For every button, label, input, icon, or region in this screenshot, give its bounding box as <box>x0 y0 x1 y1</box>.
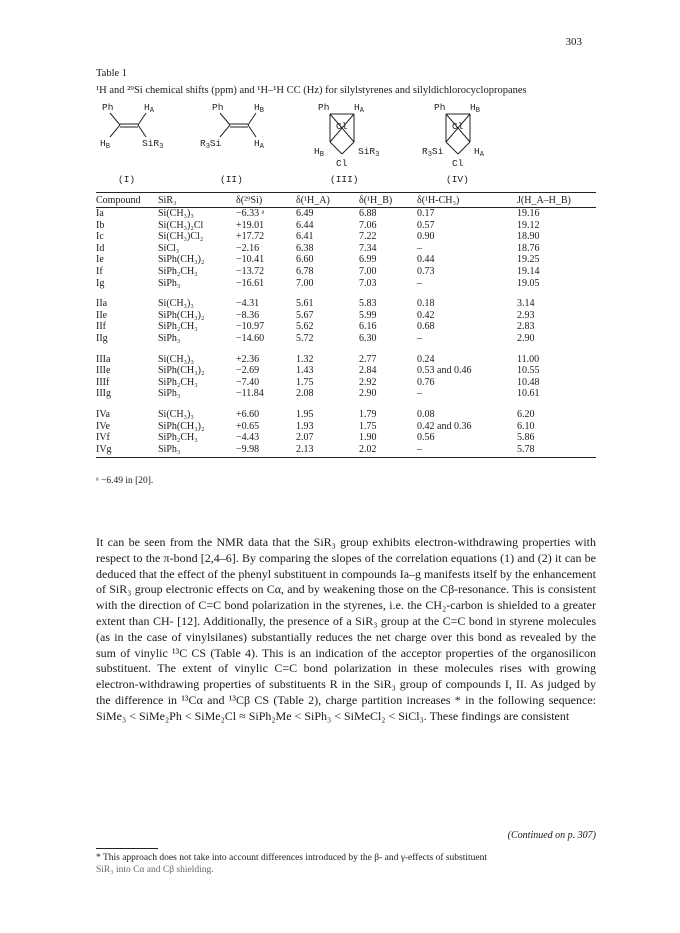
cell-ch3: 0.90 <box>417 231 435 243</box>
atom-ph: Ph <box>434 102 446 113</box>
atom-ha-sub: A <box>259 143 264 151</box>
cell-ch3: 0.57 <box>417 219 435 231</box>
atom-hb-sub: B <box>259 107 264 115</box>
atom-r-sub: 3 <box>205 143 210 151</box>
cell-coupling: 3.14 <box>517 298 535 310</box>
table-row <box>96 278 596 290</box>
atom-si: Si <box>431 146 444 157</box>
cell-hb: 2.92 <box>359 376 377 388</box>
table-title: Table 1 <box>96 68 128 79</box>
svg-text:HB <box>470 102 480 115</box>
table-row <box>96 345 596 366</box>
atom-hb-sub: B <box>319 151 324 159</box>
col-header-hb: δ(¹H_B) <box>359 193 417 208</box>
cell-si29: −7.40 <box>236 376 260 388</box>
cell-compound: IIIe <box>96 365 111 377</box>
cell-coupling: 19.14 <box>517 265 540 277</box>
svg-text:HB <box>100 138 110 151</box>
cell-si29: −11.84 <box>236 388 264 400</box>
cell-coupling: 2.90 <box>517 332 535 344</box>
cell-si29: −13.72 <box>236 265 265 277</box>
atom-r: R <box>422 146 428 157</box>
cell-hb: 5.83 <box>359 298 377 310</box>
cell-coupling: 19.25 <box>517 254 540 266</box>
atom-hb: H <box>254 102 260 113</box>
table-row <box>96 377 596 389</box>
atom-r-sub: 3 <box>427 151 432 159</box>
table-row <box>96 220 596 232</box>
cell-sir3: SiPh₂CH₃ <box>158 265 198 277</box>
atom-ha: H <box>254 138 260 149</box>
cell-ha: 6.49 <box>296 208 314 219</box>
cell-ha: 5.61 <box>296 298 314 310</box>
table-row <box>96 243 596 255</box>
atom-hb-sub: B <box>105 143 110 151</box>
cell-sir3: SiPh₃ <box>158 388 181 400</box>
page-number: 303 <box>565 36 582 48</box>
cell-sir3: SiPh(CH₃)₂ <box>158 365 205 377</box>
atom-cl: Cl <box>452 121 464 132</box>
cell-sir3: SiPh₂CH₃ <box>158 321 198 333</box>
cell-coupling: 19.05 <box>517 277 540 289</box>
cell-hb: 1.90 <box>359 432 377 444</box>
cell-ha: 2.08 <box>296 388 314 400</box>
cell-ch3: 0.68 <box>417 321 435 333</box>
cell-sir3: SiPh₃ <box>158 277 181 289</box>
table-row <box>96 266 596 278</box>
cell-ha: 1.95 <box>296 408 314 420</box>
structure-1 <box>100 102 163 185</box>
atom-ha: H <box>354 102 360 113</box>
cell-sir3: SiPh(CH₃)₂ <box>158 254 205 266</box>
atom-cl: Cl <box>336 158 348 169</box>
cell-coupling: 11.00 <box>517 353 540 365</box>
svg-text:R3Si <box>200 138 222 151</box>
atom-ha-sub: A <box>359 107 364 115</box>
cell-si29: −16.61 <box>236 277 265 289</box>
cell-compound: IIe <box>96 309 108 321</box>
cell-ch3: 0.73 <box>417 265 435 277</box>
cell-hb: 7.00 <box>359 265 377 277</box>
cell-coupling: 19.12 <box>517 219 540 231</box>
cell-coupling: 6.20 <box>517 408 535 420</box>
atom-r: R <box>200 138 206 149</box>
cell-compound: Ie <box>96 254 104 266</box>
cell-sir3: Si(CH₃)₃ <box>158 408 194 420</box>
atom-sir3: SiR <box>142 138 160 149</box>
svg-text:HA <box>474 146 485 159</box>
cell-ha: 1.43 <box>296 365 314 377</box>
cell-coupling: 5.86 <box>517 432 535 444</box>
svg-text:HB <box>314 146 324 159</box>
cell-coupling: 19.16 <box>517 208 540 219</box>
cell-sir3: Si(CH₃)₃ <box>158 298 194 310</box>
svg-text:SiR3 <box>358 146 379 159</box>
table-row <box>96 321 596 333</box>
continued-note: (Continued on p. 307) <box>507 830 596 841</box>
cell-hb: 2.02 <box>359 444 417 458</box>
table-row <box>96 421 596 433</box>
table-caption: ¹H and ²⁹Si chemical shifts (ppm) and ¹H–¹H CC (Hz) for silylstyrenes and silyldichlorocyclopropanes <box>96 85 527 96</box>
cell-sir3: Si(CH₃)₃ <box>158 208 194 219</box>
atom-ph: Ph <box>318 102 330 113</box>
structure-label-4: (IV) <box>446 174 469 185</box>
cell-sir3: SiPh(CH₃)₂ <box>158 420 205 432</box>
cell-sir3: SiPh(CH₃)₂ <box>158 309 205 321</box>
cell-ch3: – <box>417 332 422 344</box>
table-row <box>96 444 596 458</box>
cell-ch3: – <box>417 277 422 289</box>
cell-si29: −10.97 <box>236 321 265 333</box>
cell-si29: −9.98 <box>236 444 296 458</box>
svg-text:SiR3 <box>142 138 163 151</box>
cell-sir3: SiPh₂CH₃ <box>158 432 198 444</box>
atom-si: Si <box>209 138 222 149</box>
cell-sir3: SiPh₃ <box>158 444 236 458</box>
cell-ch3: 0.42 and 0.36 <box>417 420 472 432</box>
cell-sir3: SiCl₃ <box>158 242 180 254</box>
cell-ha: 5.72 <box>296 332 314 344</box>
atom-ha-sub: A <box>479 151 484 159</box>
cell-ha: 1.75 <box>296 376 314 388</box>
cell-ha: 1.32 <box>296 353 314 365</box>
cell-hb: 1.75 <box>359 420 377 432</box>
footnote-line-1: * This approach does not take into account differences introduced by the β- and γ-effects of substituent <box>96 853 488 863</box>
svg-text:HA <box>354 102 365 115</box>
cell-hb: 7.03 <box>359 277 377 289</box>
cell-ch3: 0.17 <box>417 208 435 219</box>
cell-ch3: 0.42 <box>417 309 435 321</box>
cell-si29: −2.69 <box>236 365 260 377</box>
table-row <box>96 365 596 377</box>
cell-coupling: 10.55 <box>517 365 540 377</box>
cell-sir3: SiPh₂CH₃ <box>158 376 198 388</box>
nmr-data-table <box>96 192 596 458</box>
cell-ha: 6.44 <box>296 219 314 231</box>
cell-hb: 5.99 <box>359 309 377 321</box>
cell-hb: 6.30 <box>359 332 377 344</box>
cell-hb: 1.79 <box>359 408 377 420</box>
table-row <box>96 208 596 220</box>
cell-ha: 7.00 <box>296 277 314 289</box>
cell-sir3: Si(CH₃)₃ <box>158 353 194 365</box>
cell-compound: IVf <box>96 432 110 444</box>
table-body <box>96 208 596 458</box>
cell-ha: 5.67 <box>296 309 314 321</box>
structure-label-1: (I) <box>118 174 136 185</box>
table-row <box>96 432 596 444</box>
cell-compound: IIIf <box>96 376 110 388</box>
cell-si29: −8.36 <box>236 309 260 321</box>
atom-hb: H <box>314 146 320 157</box>
cell-compound: Ig <box>96 277 105 289</box>
body-paragraph: It can be seen from the NMR data that the SiR₃ group exhibits electron-withdrawing properties with respect to the π-bond [2,4–6]. By comparing the slopes of the correlation equations (1) and (2) it can be deduced that the effect of the phenyl substituent in compounds Ia–g manifests itself by the enhancement of SiR₃ group electronic effects on Cα, and by weakening those on the Cβ-resonance. This is consistent with the direction of C=C bond polarization in the styrenes, i.e. the CH₂-carbon is shielded to a greater extent than CH- [12]. Additionally, the presence of a SiR₃ group at the C=C bond in styrene molecules (as in the case of vinylsilanes) substantially reduces the net charge over this bond as revealed by the sum of vinylic ¹³C CS (Table 4). This is an indication of the acceptor properties of the organosilicon substituent. The extent of vinylic C=C bond polarization in these molecules rises with growing electron-withdrawing properties of substituents R in the SiR₃ group of compounds I, II. As judged by the difference in ¹³Cα and ¹³Cβ CS (Table 2), charge partition increases * in the following sequence: SiMe₃ < SiMe₂Ph < SiMe₂Cl ≈ SiPh₂Me < SiPh₃ < SiMeCl₂ < SiCl₃. These findings are consistent <box>96 535 596 723</box>
cell-ha: 1.93 <box>296 420 314 432</box>
cell-si29: −4.31 <box>236 298 260 310</box>
atom-ha-sub: A <box>149 107 154 115</box>
table-row <box>96 388 596 400</box>
cell-coupling: 18.90 <box>517 231 540 243</box>
footnote-rule <box>96 848 158 849</box>
cell-hb: 7.22 <box>359 231 377 243</box>
cell-si29: +19.01 <box>236 219 265 231</box>
cell-si29: +0.65 <box>236 420 260 432</box>
footnote-line-2: SiR₃ into Cα and Cβ shielding. <box>96 865 214 875</box>
page-footnote <box>96 852 596 876</box>
cell-compound: IIg <box>96 332 108 344</box>
cell-coupling: 2.93 <box>517 309 535 321</box>
structure-2 <box>200 102 265 185</box>
svg-text:HA <box>254 138 265 151</box>
col-header-ha: δ(¹H_A) <box>296 193 359 208</box>
cell-compound: IIa <box>96 298 108 310</box>
table-footnote: ᵃ −6.49 in [20]. <box>96 476 154 486</box>
cell-ha: 6.41 <box>296 231 314 243</box>
cell-compound: IVe <box>96 420 110 432</box>
col-header-compound: Compound <box>96 193 158 208</box>
cell-compound: If <box>96 265 103 277</box>
atom-hb: H <box>100 138 106 149</box>
cell-ha: 6.38 <box>296 242 314 254</box>
cell-ch3: 0.24 <box>417 353 435 365</box>
atom-ph: Ph <box>212 102 224 113</box>
table-row <box>96 231 596 243</box>
cell-compound: IVa <box>96 408 110 420</box>
cell-sir3: Si(CH₃)₂Cl <box>158 219 204 231</box>
cell-ch3: 0.53 and 0.46 <box>417 365 472 377</box>
atom-sir3-sub: 3 <box>159 143 164 151</box>
cell-compound: Ic <box>96 231 104 243</box>
cell-hb: 7.06 <box>359 219 377 231</box>
atom-cl: Cl <box>336 121 348 132</box>
cell-hb: 2.77 <box>359 353 377 365</box>
cell-ch3: 0.18 <box>417 298 435 310</box>
cell-ha: 6.60 <box>296 254 314 266</box>
cell-compound: IVg <box>96 444 158 458</box>
cell-si29: −10.41 <box>236 254 265 266</box>
cell-sir3: Si(CH₃)Cl₂ <box>158 231 204 243</box>
svg-text:R3Si <box>422 146 444 159</box>
atom-hb: H <box>470 102 476 113</box>
atom-ph: Ph <box>102 102 114 113</box>
cell-coupling: 2.83 <box>517 321 535 333</box>
cell-si29: −14.60 <box>236 332 265 344</box>
structure-4 <box>422 102 485 185</box>
cell-ha: 2.07 <box>296 432 314 444</box>
cell-si29: +17.72 <box>236 231 265 243</box>
cell-coupling: 10.48 <box>517 376 540 388</box>
cell-ha: 6.78 <box>296 265 314 277</box>
cell-ha: 5.62 <box>296 321 314 333</box>
cell-hb: 2.84 <box>359 365 377 377</box>
cell-hb: 2.90 <box>359 388 377 400</box>
col-header-si29: δ(²⁹Si) <box>236 193 296 208</box>
structure-diagrams <box>96 98 596 190</box>
cell-ch3: – <box>417 388 422 400</box>
cell-hb: 6.99 <box>359 254 377 266</box>
cell-coupling: 10.61 <box>517 388 540 400</box>
table-header-row <box>96 193 596 208</box>
table-row <box>96 289 596 310</box>
cell-ch3: – <box>417 444 517 458</box>
table-row <box>96 254 596 266</box>
atom-ha: H <box>144 102 150 113</box>
cell-ch3: 0.76 <box>417 376 435 388</box>
col-header-coupling: J(H_A–H_B) <box>517 193 596 208</box>
atom-cl: Cl <box>452 158 464 169</box>
cell-si29: +2.36 <box>236 353 260 365</box>
cell-compound: IIf <box>96 321 106 333</box>
cell-hb: 6.88 <box>359 208 377 219</box>
cell-compound: Ib <box>96 219 105 231</box>
table-row <box>96 310 596 322</box>
cell-si29: −6.33 ᵃ <box>236 208 265 219</box>
cell-coupling: 18.76 <box>517 242 540 254</box>
cell-hb: 6.16 <box>359 321 377 333</box>
atom-hb-sub: B <box>475 107 480 115</box>
cell-coupling: 6.10 <box>517 420 535 432</box>
cell-compound: Id <box>96 242 105 254</box>
cell-ch3: 0.08 <box>417 408 435 420</box>
atom-sir3: SiR <box>358 146 376 157</box>
cell-si29: −2.16 <box>236 242 260 254</box>
cell-si29: +6.60 <box>236 408 260 420</box>
cell-ch3: 0.56 <box>417 432 435 444</box>
cell-sir3: SiPh₃ <box>158 332 181 344</box>
cell-si29: −4.43 <box>236 432 260 444</box>
atom-ha: H <box>474 146 480 157</box>
table-row <box>96 400 596 421</box>
col-header-ch3: δ(¹H-CH₃) <box>417 193 517 208</box>
cell-coupling: 5.78 <box>517 444 596 458</box>
cell-ch3: – <box>417 242 422 254</box>
cell-compound: Ia <box>96 208 104 219</box>
cell-ha: 2.13 <box>296 444 359 458</box>
col-header-sir3: SiR₃ <box>158 193 236 208</box>
cell-compound: IIIg <box>96 388 111 400</box>
cell-ch3: 0.44 <box>417 254 435 266</box>
structure-label-2: (II) <box>220 174 243 185</box>
structure-3 <box>314 102 379 185</box>
table-row <box>96 333 596 345</box>
structure-label-3: (III) <box>330 174 359 185</box>
cell-compound: IIIa <box>96 353 111 365</box>
atom-sir3-sub: 3 <box>375 151 380 159</box>
cell-hb: 7.34 <box>359 242 377 254</box>
